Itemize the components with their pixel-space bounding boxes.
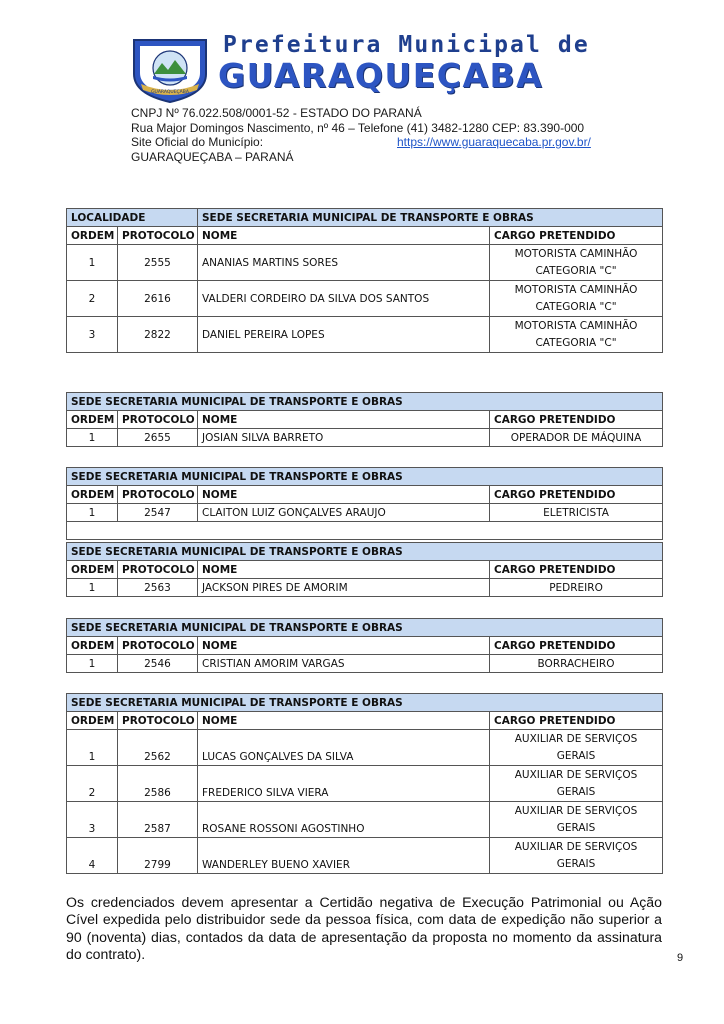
cnpj-line: CNPJ Nº 76.022.508/0001-52 - ESTADO DO PARANÁ bbox=[131, 106, 422, 120]
ordem-cell: 3 bbox=[67, 317, 118, 353]
table-row bbox=[67, 730, 663, 766]
protocolo-cell: 2822 bbox=[118, 317, 198, 353]
col-nome: NOME bbox=[198, 227, 490, 245]
col-protocolo: PROTOCOLO bbox=[118, 712, 198, 730]
cargo-line-2: GERAIS bbox=[556, 749, 596, 762]
ordem-cell: 1 bbox=[67, 655, 118, 673]
candidates-table-2 bbox=[66, 392, 663, 447]
col-protocolo: PROTOCOLO bbox=[118, 486, 198, 504]
candidates-table-3 bbox=[66, 467, 663, 540]
cargo-line-1: MOTORISTA CAMINHÃO bbox=[514, 319, 638, 332]
protocolo-cell: 2563 bbox=[118, 579, 198, 597]
page-number: 9 bbox=[677, 952, 684, 964]
table-row bbox=[67, 579, 663, 597]
col-cargo: CARGO PRETENDIDO bbox=[490, 411, 663, 429]
sede-label: SEDE SECRETARIA MUNICIPAL DE TRANSPORTE E OBRAS bbox=[67, 543, 663, 561]
protocolo-cell: 2587 bbox=[118, 802, 198, 838]
cargo-line-1: AUXILIAR DE SERVIÇOS bbox=[514, 768, 638, 781]
cargo-line-2: GERAIS bbox=[556, 821, 596, 834]
nome-cell: WANDERLEY BUENO XAVIER bbox=[198, 838, 490, 874]
nome-cell: ANANIAS MARTINS SORES bbox=[198, 245, 490, 281]
protocolo-cell: 2547 bbox=[118, 504, 198, 522]
cargo-cell bbox=[490, 802, 663, 838]
col-cargo: CARGO PRETENDIDO bbox=[490, 637, 663, 655]
cargo-cell bbox=[490, 245, 663, 281]
ordem-cell: 1 bbox=[67, 504, 118, 522]
sede-label: SEDE SECRETARIA MUNICIPAL DE TRANSPORTE E OBRAS bbox=[67, 619, 663, 637]
protocolo-cell: 2546 bbox=[118, 655, 198, 673]
col-protocolo: PROTOCOLO bbox=[118, 227, 198, 245]
table-row bbox=[67, 245, 663, 281]
table-row bbox=[67, 766, 663, 802]
empty-cell bbox=[67, 522, 663, 540]
nome-cell: ROSANE ROSSONI AGOSTINHO bbox=[198, 802, 490, 838]
cargo-cell bbox=[490, 838, 663, 874]
cargo-cell bbox=[490, 317, 663, 353]
col-ordem: ORDEM bbox=[67, 637, 118, 655]
col-ordem: ORDEM bbox=[67, 411, 118, 429]
protocolo-cell: 2799 bbox=[118, 838, 198, 874]
candidates-table-1 bbox=[66, 208, 663, 353]
localidade-label: LOCALIDADE bbox=[67, 209, 198, 227]
credential-note: Os credenciados devem apresentar a Certidão negativa de Execução Patrimonial ou Ação Cível expedida pelo distribuidor sede da pessoa física, com data de expedição não superior a 90 (noventa) dias, contados da data de apresentação da proposta no momento da assinatura do contrato). bbox=[66, 894, 662, 962]
ordem-cell: 1 bbox=[67, 245, 118, 281]
table-row bbox=[67, 504, 663, 522]
col-nome: NOME bbox=[198, 486, 490, 504]
table-row bbox=[67, 838, 663, 874]
col-nome: NOME bbox=[198, 712, 490, 730]
ordem-cell: 4 bbox=[67, 838, 118, 874]
cargo-cell bbox=[490, 730, 663, 766]
cargo-line-1: AUXILIAR DE SERVIÇOS bbox=[514, 732, 638, 745]
sede-label: SEDE SECRETARIA MUNICIPAL DE TRANSPORTE E OBRAS bbox=[67, 468, 663, 486]
cargo-line-1: AUXILIAR DE SERVIÇOS bbox=[514, 804, 638, 817]
cargo-line-2: GERAIS bbox=[556, 857, 596, 870]
ordem-cell: 1 bbox=[67, 730, 118, 766]
nome-cell: VALDERI CORDEIRO DA SILVA DOS SANTOS bbox=[198, 281, 490, 317]
col-ordem: ORDEM bbox=[67, 227, 118, 245]
site-label: Site Oficial do Município: bbox=[131, 135, 264, 149]
candidates-table-6 bbox=[66, 693, 663, 874]
sede-label: SEDE SECRETARIA MUNICIPAL DE TRANSPORTE E OBRAS bbox=[198, 209, 663, 227]
col-ordem: ORDEM bbox=[67, 712, 118, 730]
table-row bbox=[67, 802, 663, 838]
protocolo-cell: 2586 bbox=[118, 766, 198, 802]
cargo-cell bbox=[490, 281, 663, 317]
col-cargo: CARGO PRETENDIDO bbox=[490, 486, 663, 504]
candidates-table-5 bbox=[66, 618, 663, 673]
col-ordem: ORDEM bbox=[67, 486, 118, 504]
cargo-line-1: MOTORISTA CAMINHÃO bbox=[514, 283, 638, 296]
city-line: GUARAQUEÇABA – PARANÁ bbox=[131, 149, 294, 164]
ordem-cell: 2 bbox=[67, 281, 118, 317]
empty-row bbox=[67, 522, 663, 540]
col-ordem: ORDEM bbox=[67, 561, 118, 579]
candidates-table-4 bbox=[66, 542, 663, 597]
col-cargo: CARGO PRETENDIDO bbox=[490, 561, 663, 579]
protocolo-cell: 2555 bbox=[118, 245, 198, 281]
ordem-cell: 3 bbox=[67, 802, 118, 838]
cargo-line-1: MOTORISTA CAMINHÃO bbox=[514, 247, 638, 260]
cargo-cell: BORRACHEIRO bbox=[490, 655, 663, 673]
nome-cell: CRISTIAN AMORIM VARGAS bbox=[198, 655, 490, 673]
protocolo-cell: 2655 bbox=[118, 429, 198, 447]
site-link[interactable]: https://www.guaraquecaba.pr.gov.br/ bbox=[397, 135, 591, 149]
nome-cell: JOSIAN SILVA BARRETO bbox=[198, 429, 490, 447]
brand-title: Prefeitura Municipal de bbox=[223, 32, 590, 58]
cargo-cell: PEDREIRO bbox=[490, 579, 663, 597]
cargo-line-2: CATEGORIA "C" bbox=[535, 300, 617, 313]
cargo-line-2: CATEGORIA "C" bbox=[535, 264, 617, 277]
col-cargo: CARGO PRETENDIDO bbox=[490, 712, 663, 730]
cargo-line-1: AUXILIAR DE SERVIÇOS bbox=[514, 840, 638, 853]
letterhead bbox=[0, 0, 724, 200]
cargo-line-2: GERAIS bbox=[556, 785, 596, 798]
nome-cell: LUCAS GONÇALVES DA SILVA bbox=[198, 730, 490, 766]
brand-city-name: GUARAQUEÇABA bbox=[218, 56, 544, 95]
col-protocolo: PROTOCOLO bbox=[118, 637, 198, 655]
ordem-cell: 2 bbox=[67, 766, 118, 802]
col-nome: NOME bbox=[198, 561, 490, 579]
col-nome: NOME bbox=[198, 411, 490, 429]
ordem-cell: 1 bbox=[67, 429, 118, 447]
site-line bbox=[131, 135, 591, 150]
col-nome: NOME bbox=[198, 637, 490, 655]
col-cargo: CARGO PRETENDIDO bbox=[490, 227, 663, 245]
table-row bbox=[67, 655, 663, 673]
ordem-cell: 1 bbox=[67, 579, 118, 597]
col-protocolo: PROTOCOLO bbox=[118, 561, 198, 579]
cargo-cell: ELETRICISTA bbox=[490, 504, 663, 522]
contact-block bbox=[131, 106, 591, 164]
col-protocolo: PROTOCOLO bbox=[118, 411, 198, 429]
cargo-cell: OPERADOR DE MÁQUINA bbox=[490, 429, 663, 447]
protocolo-cell: 2616 bbox=[118, 281, 198, 317]
protocolo-cell: 2562 bbox=[118, 730, 198, 766]
svg-text:GUARAQUEÇABA: GUARAQUEÇABA bbox=[151, 90, 189, 95]
table-row bbox=[67, 429, 663, 447]
table-row bbox=[67, 281, 663, 317]
cargo-cell bbox=[490, 766, 663, 802]
sede-label: SEDE SECRETARIA MUNICIPAL DE TRANSPORTE E OBRAS bbox=[67, 694, 663, 712]
address-line: Rua Major Domingos Nascimento, nº 46 – Telefone (41) 3482-1280 CEP: 83.390-000 bbox=[131, 120, 585, 135]
table-row bbox=[67, 317, 663, 353]
nome-cell: DANIEL PEREIRA LOPES bbox=[198, 317, 490, 353]
cargo-line-2: CATEGORIA "C" bbox=[535, 336, 617, 349]
nome-cell: CLAITON LUIZ GONÇALVES ARAUJO bbox=[198, 504, 490, 522]
sede-label: SEDE SECRETARIA MUNICIPAL DE TRANSPORTE E OBRAS bbox=[67, 393, 663, 411]
nome-cell: JACKSON PIRES DE AMORIM bbox=[198, 579, 490, 597]
municipal-seal-logo bbox=[131, 34, 209, 104]
nome-cell: FREDERICO SILVA VIERA bbox=[198, 766, 490, 802]
